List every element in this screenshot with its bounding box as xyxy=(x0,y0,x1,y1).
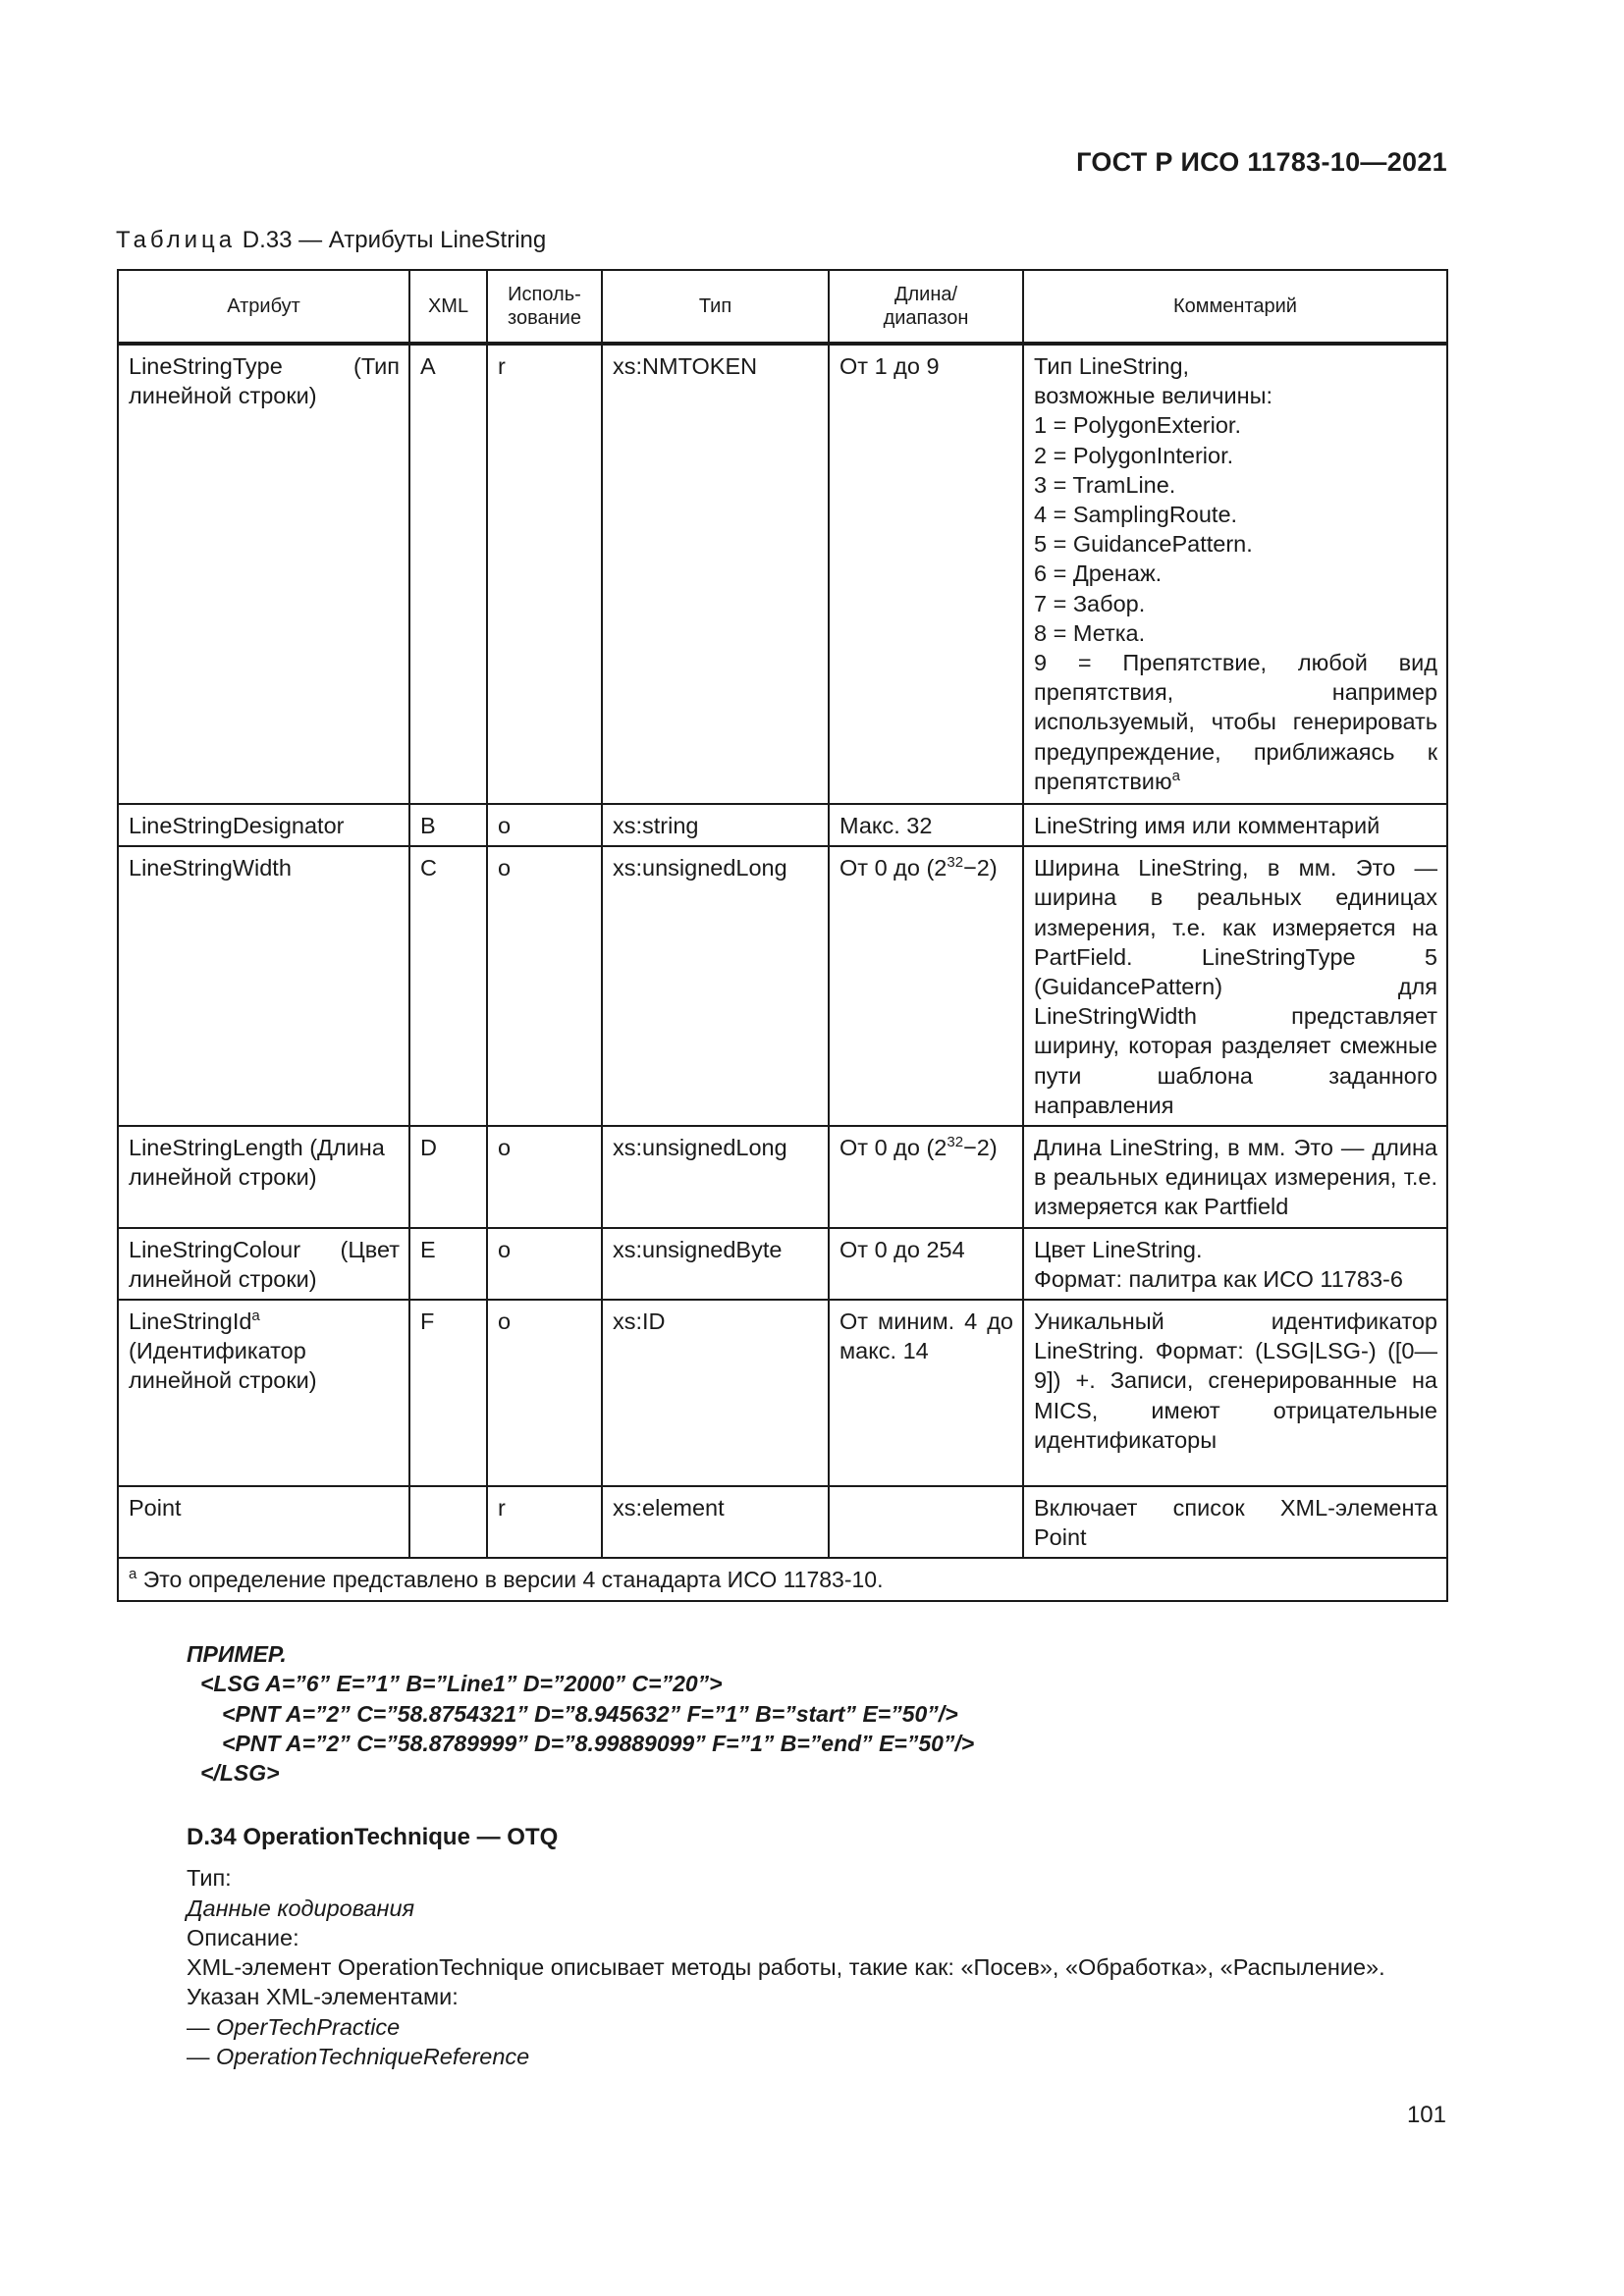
comment-cell: Цвет LineString. Формат: палитра как ИСО 11783-6 xyxy=(1023,1228,1447,1300)
usage-cell: o xyxy=(487,1126,602,1228)
table-row xyxy=(118,804,1447,846)
table-row xyxy=(118,344,1447,804)
xml-cell: E xyxy=(409,1228,487,1300)
footnote-ref: a xyxy=(1171,767,1180,784)
attribute-cell: Point xyxy=(118,1486,409,1558)
element-item: — OperationTechniqueReference xyxy=(187,2044,530,2070)
footnote-ref: a xyxy=(251,1308,260,1325)
column-header: XML xyxy=(409,270,487,344)
footnote-text: Это определение представлено в версии 4 станадарта ИСО 11783-10. xyxy=(136,1567,884,1593)
comment-cell: Уникальный идентификатор LineString. Формат: (LSG|LSG-) ([0—9]) +. Записи, сгенерированные на MICS, имеют отрицательные идентификаторы xyxy=(1023,1300,1447,1486)
xml-cell: B xyxy=(409,804,487,846)
table-row xyxy=(118,1486,1447,1558)
range-cell: Макс. 32 xyxy=(829,804,1023,846)
xml-cell: D xyxy=(409,1126,487,1228)
section-d34 xyxy=(187,1823,1463,2071)
table-caption-title: D.33 — Атрибуты LineString xyxy=(236,227,547,253)
attribute-cell: LineStringColour (Цвет линейной строки) xyxy=(118,1228,409,1300)
example-line: <LSG A=”6” E=”1” B=”Line1” D=”2000” C=”20”> xyxy=(200,1671,723,1697)
elements-label: Указан XML-элементами: xyxy=(187,1984,459,2010)
column-header: Исполь- зование xyxy=(487,270,602,344)
usage-cell: o xyxy=(487,846,602,1126)
description-label: Описание: xyxy=(187,1924,299,1950)
attribute-cell: LineStringWidth xyxy=(118,846,409,1126)
type-cell: xs:unsignedByte xyxy=(602,1228,829,1300)
type-cell: xs:unsignedLong xyxy=(602,846,829,1126)
comment-values-list: Тип LineString, возможные величины: 1 = PolygonExterior. 2 = PolygonInterior. 3 = TramLine. 4 = SamplingRoute. 5 = GuidancePattern. 6 = Дренаж. 7 = Забор. 8 = Метка. xyxy=(1034,353,1273,646)
usage-cell: o xyxy=(487,1300,602,1486)
table-caption xyxy=(116,227,546,254)
column-header: Длина/ диапазон xyxy=(829,270,1023,344)
range-exponent: 32 xyxy=(947,854,964,872)
range-cell: От 0 до 254 xyxy=(829,1228,1023,1300)
table-row xyxy=(118,1300,1447,1486)
type-cell: xs:string xyxy=(602,804,829,846)
column-header: Атрибут xyxy=(118,270,409,344)
type-cell: xs:unsignedLong xyxy=(602,1126,829,1228)
xml-cell: F xyxy=(409,1300,487,1486)
example-line: </LSG> xyxy=(200,1760,280,1787)
range-cell: От миним. 4 до макс. 14 xyxy=(829,1300,1023,1486)
attributes-table xyxy=(117,269,1448,1602)
footnote-mark: a xyxy=(129,1566,137,1583)
table-footnote-row xyxy=(118,1558,1447,1600)
usage-cell: r xyxy=(487,1486,602,1558)
type-cell: xs:element xyxy=(602,1486,829,1558)
table-row xyxy=(118,1228,1447,1300)
usage-cell: o xyxy=(487,804,602,846)
example-line: <PNT A=”2” C=”58.8789999” D=”8.99889099” F=”1” B=”end” E=”50”/> xyxy=(222,1730,975,1756)
column-header: Комментарий xyxy=(1023,270,1447,344)
column-header: Тип xyxy=(602,270,829,344)
table-header-row xyxy=(118,270,1447,344)
xml-example xyxy=(187,1639,974,1788)
page-number: 101 xyxy=(1406,2102,1446,2128)
range-cell: От 0 до $(2^{32}-2)$ xyxy=(829,846,1023,1126)
range-cell xyxy=(829,1486,1023,1558)
section-title: D.34 OperationTechnique — OTQ xyxy=(187,1824,559,1850)
attribute-cell: LineStringLength (Длина линейной строки) xyxy=(118,1126,409,1228)
comment-cell: Включает список XML-элемента Point xyxy=(1023,1486,1447,1558)
xml-cell xyxy=(409,1486,487,1558)
type-value: Данные кодирования xyxy=(187,1895,415,1921)
description-text: XML-элемент OperationTechnique описывает методы работы, такие как: «Посев», «Обработка», «Распыление». xyxy=(187,1954,1385,1981)
usage-cell: o xyxy=(487,1228,602,1300)
range-exponent: 32 xyxy=(947,1134,964,1151)
comment-cell: LineString имя или комментарий xyxy=(1023,804,1447,846)
example-title: ПРИМЕР. xyxy=(187,1641,287,1667)
table-caption-prefix: Таблица xyxy=(116,227,237,253)
element-item: — OperTechPractice xyxy=(187,2013,401,2040)
type-cell: xs:ID xyxy=(602,1300,829,1486)
range-cell: От 0 до $(2^{32}-2)$ xyxy=(829,1126,1023,1228)
attribute-cell: LineStringType (Тип линейной строки) xyxy=(118,344,409,804)
comment-cell: Длина LineString, в мм. Это — длина в реальных единицах измерения, т.е. измеряется как Partfield xyxy=(1023,1126,1447,1228)
example-line: <PNT A=”2” C=”58.8754321” D=”8.945632” F=”1” B=”start” E=”50”/> xyxy=(222,1700,958,1727)
attribute-cell: LineStringDesignator xyxy=(118,804,409,846)
xml-cell: C xyxy=(409,846,487,1126)
table-row xyxy=(118,1126,1447,1228)
table-footnote xyxy=(118,1558,1447,1600)
table-row xyxy=(118,846,1447,1126)
attribute-cell: LineStringId$^a$ (Идентификатор линейной строки) xyxy=(118,1300,409,1486)
type-label: Тип: xyxy=(187,1865,232,1892)
type-cell: xs:NMTOKEN xyxy=(602,344,829,804)
usage-cell: r xyxy=(487,344,602,804)
comment-cell xyxy=(1023,344,1447,804)
comment-cell: Ширина LineString, в мм. Это — ширина в реальных единицах измерения, т.е. как измеряется на PartField. LineStringType 5 (GuidancePattern) для LineStringWidth представляет ширину, которая разделяет смежные пути шаблона заданного направления xyxy=(1023,846,1447,1126)
range-cell: От 1 до 9 xyxy=(829,344,1023,804)
comment-obstacle-text: 9 = Препятствие, любой вид препятствия, например используемый, чтобы генерировать предупреждение, приближаясь к препятствию$^a$ xyxy=(1034,650,1437,794)
xml-cell: A xyxy=(409,344,487,804)
document-code: ГОСТ Р ИСО 11783-10—2021 xyxy=(1076,147,1447,177)
